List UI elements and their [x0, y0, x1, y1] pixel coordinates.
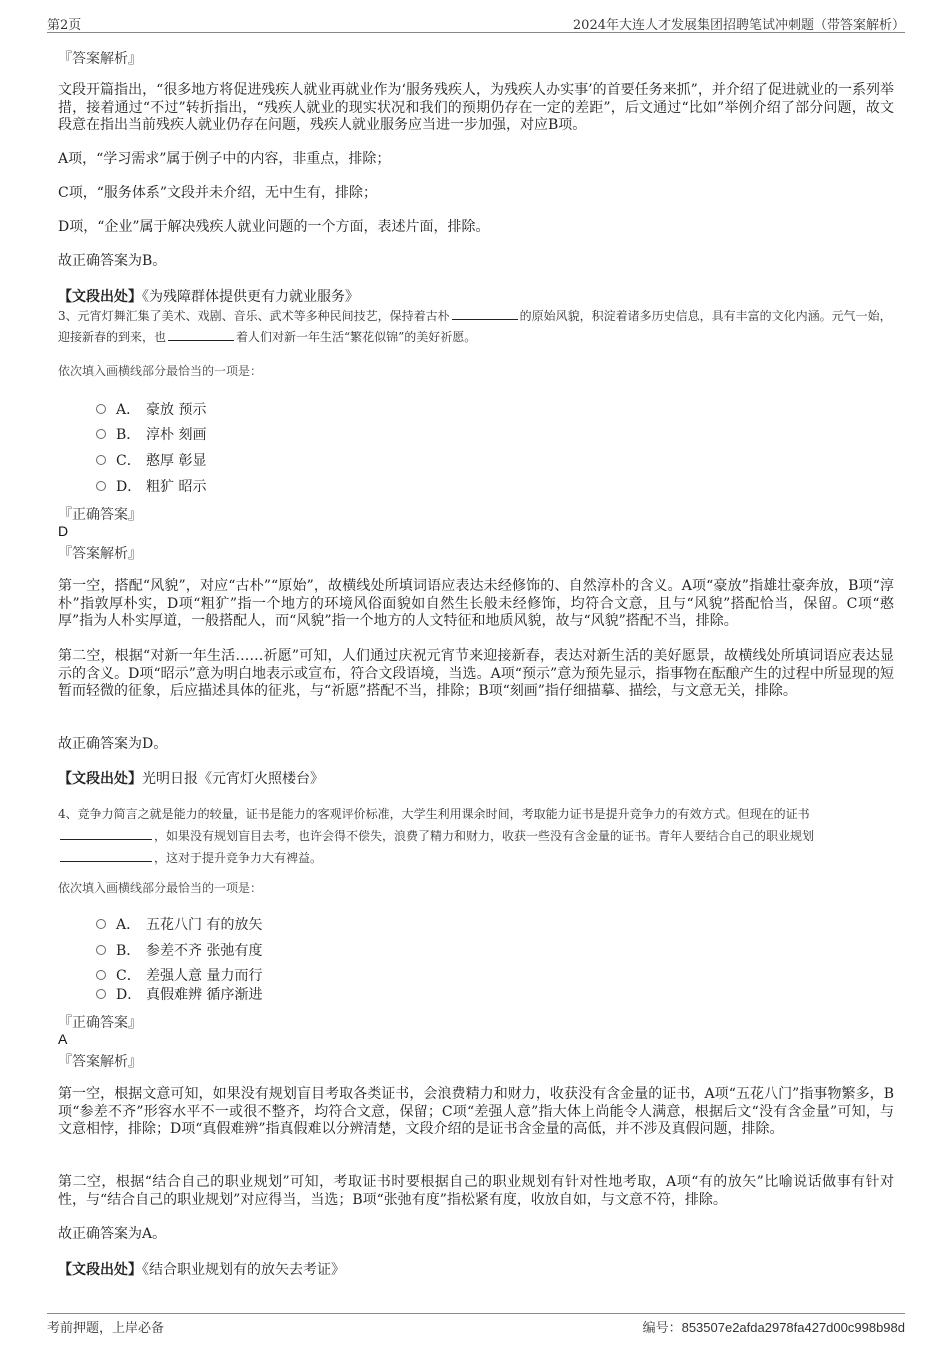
conclusion: 故正确答案为A。 [58, 1226, 167, 1242]
instruction: 依次填入画横线部分最恰当的一项是： [58, 364, 263, 378]
correct-answer: D [58, 523, 69, 539]
document-code [643, 1317, 905, 1336]
q4-option-d[interactable]: D． 真假难辨 循序渐进 [96, 984, 262, 1002]
analysis-paragraph-2: 第二空，根据“对新一年生活……祈愿”可知，人们通过庆祝元宵节来迎接新春，表达对新生活的美好愿景，故横线处所填词语应表达显示的含义。D项“昭示”意为明白地表示或宣布，符合文段语境，当选。A项“预示”意为预先显示，指事物在酝酿产生的过程中所显现的短暂而轻微的征象，后应描述具体的征兆，与“祈愿”搭配不当，排除；B项“刻画”指仔细描摹、描绘，与文意无关，排除。 [58, 648, 894, 699]
analysis-option-d: D项，“企业”属于解决残疾人就业问题的一个方面，表述片面，排除。 [58, 219, 490, 235]
q4-text-2: ，如果没有规划盲目去考，也许会得不偿失，浪费了精力和财力，收获一些没有含金量的证书。青年人要结合自己的职业规划 [154, 829, 815, 843]
analysis-paragraph: 文段开篇指出，“很多地方将促进残疾人就业再就业作为‘服务残疾人，为残疾人办实事’的首要任务来抓”，并介绍了促进就业的一系列举措，接着通过“不过”转折指出，“残疾人就业的现实状况和我们的预期仍存在一定的差距”，后文通过“比如”举例介绍了部分问题，故文段意在指出当前残疾人就业仍存在问题，残疾人就业服务应当进一步加强，对应B项。 [58, 82, 894, 133]
analysis-option-a: A项，“学习需求”属于例子中的内容，非重点，排除； [58, 151, 391, 167]
radio-icon[interactable] [96, 455, 106, 465]
radio-icon[interactable] [96, 404, 106, 414]
source-line [58, 1259, 345, 1279]
instruction: 依次填入画横线部分最恰当的一项是： [58, 881, 263, 895]
page-footer [47, 1313, 905, 1334]
analysis-paragraph-2: 第二空，根据“结合自己的职业规划”可知，考取证书时要根据自己的职业规划有针对性地考取，A项“有的放矢”比喻说话做事有针对性，与“结合自己的职业规划”对应得当，当选；B项“张弛有度”指松紧有度，收放自如，与文意不符，排除。 [58, 1174, 894, 1208]
q3-text-3: 着人们对新一年生活“繁花似锦”的美好祈愿。 [236, 330, 477, 344]
analysis-label: 『答案解析』 [58, 1054, 142, 1070]
q4-option-c[interactable]: C． 差强人意 量力而行 [96, 965, 262, 983]
page-header [47, 12, 905, 33]
q4-option-a[interactable]: A． 五花八门 有的放矢 [96, 914, 262, 932]
blank-1 [452, 307, 518, 320]
source-label: 【文段出处】 [58, 1262, 142, 1278]
radio-icon[interactable] [96, 429, 106, 439]
q3-option-a[interactable]: A． 豪放 预示 [96, 399, 206, 417]
code-value: 853507e2afda2978fa427d00c998b98d [681, 1320, 905, 1335]
radio-icon[interactable] [96, 989, 106, 999]
q4-text-3: ，这对于提升竞争力大有裨益。 [154, 851, 323, 865]
q3-option-b[interactable]: B． 淳朴 刻画 [96, 424, 206, 442]
source-label: 【文段出处】 [58, 289, 142, 305]
conclusion: 故正确答案为B。 [58, 253, 167, 269]
q4-option-b[interactable]: B． 参差不齐 张弛有度 [96, 940, 262, 958]
page-number: 第2页 [47, 18, 82, 33]
radio-icon[interactable] [96, 945, 106, 955]
blank-2 [60, 849, 152, 862]
correct-answer-label: 『正确答案』 [58, 1015, 142, 1031]
source-line [58, 768, 324, 788]
blank-1 [60, 827, 152, 840]
document-title: 2024年大连人才发展集团招聘笔试冲刺题（带答案解析） [572, 18, 905, 33]
footer-slogan: 考前押题，上岸必备 [47, 1321, 165, 1336]
correct-answer-label: 『正确答案』 [58, 507, 142, 523]
q3-text-2: 的原始风貌，积淀着诸多历史信息，具有丰富的文化内涵。元气一始，迎接新春的到来，也 [58, 309, 892, 344]
source-title: 《为残障群体提供更有力就业服务》 [142, 289, 359, 305]
source-title: 光明日报《元宵灯火照楼台》 [142, 771, 324, 787]
analysis-label: 『答案解析』 [58, 51, 142, 67]
radio-icon[interactable] [96, 919, 106, 929]
radio-icon[interactable] [96, 481, 106, 491]
source-line [58, 286, 359, 306]
conclusion: 故正确答案为D。 [58, 736, 168, 752]
code-label: 编号： [642, 1321, 682, 1336]
analysis-label: 『答案解析』 [58, 546, 142, 562]
q3-option-d[interactable]: D． 粗犷 昭示 [96, 476, 206, 494]
question-3-stem [58, 306, 894, 348]
radio-icon[interactable] [96, 970, 106, 980]
source-label: 【文段出处】 [58, 771, 142, 787]
analysis-paragraph-1: 第一空，搭配“风貌”，对应“古朴”“原始”，故横线处所填词语应表达未经修饰的、自然淳朴的含义。A项“豪放”指雄壮豪奔放，B项“淳朴”指敦厚朴实，D项“粗犷”指一个地方的环境风俗面貌如自然生长般未经修饰，均符合文意，且与“风貌”搭配恰当，保留。C项“憨厚”指为人朴实厚道，一般搭配人，而“风貌”指一个地方的人文特征和地质风貌，故与“风貌”搭配不当，排除。 [58, 578, 894, 629]
q3-option-c[interactable]: C． 憨厚 彰显 [96, 450, 206, 468]
q4-text-1: 4、竞争力简言之就是能力的较量，证书是能力的客观评价标准，大学生利用课余时间，考取能力证书是提升竞争力的有效方式。但现在的证书 [58, 807, 810, 821]
analysis-paragraph-1: 第一空，根据文意可知，如果没有规划盲目考取各类证书，会浪费精力和财力，收获没有含金量的证书，A项“五花八门”指事物繁多，B项“参差不齐”形容水平不一或很不整齐，均符合文意，保留；C项“差强人意”指大体上尚能令人满意，根据后文“没有含金量”可知，与文意相悖，排除；D项“真假难辨”指真假难以分辨清楚，文段介绍的是证书含金量的高低，并不涉及真假问题，排除。 [58, 1086, 894, 1137]
question-4-stem [58, 803, 894, 869]
correct-answer: A [58, 1031, 68, 1047]
source-title: 《结合职业规划有的放矢去考证》 [142, 1262, 345, 1278]
analysis-option-c: C项，“服务体系”文段并未介绍，无中生有，排除； [58, 185, 378, 201]
q3-text-1: 3、元宵灯舞汇集了美术、戏剧、音乐、武术等多种民间技艺，保持着古朴 [58, 309, 450, 323]
blank-2 [168, 328, 234, 341]
